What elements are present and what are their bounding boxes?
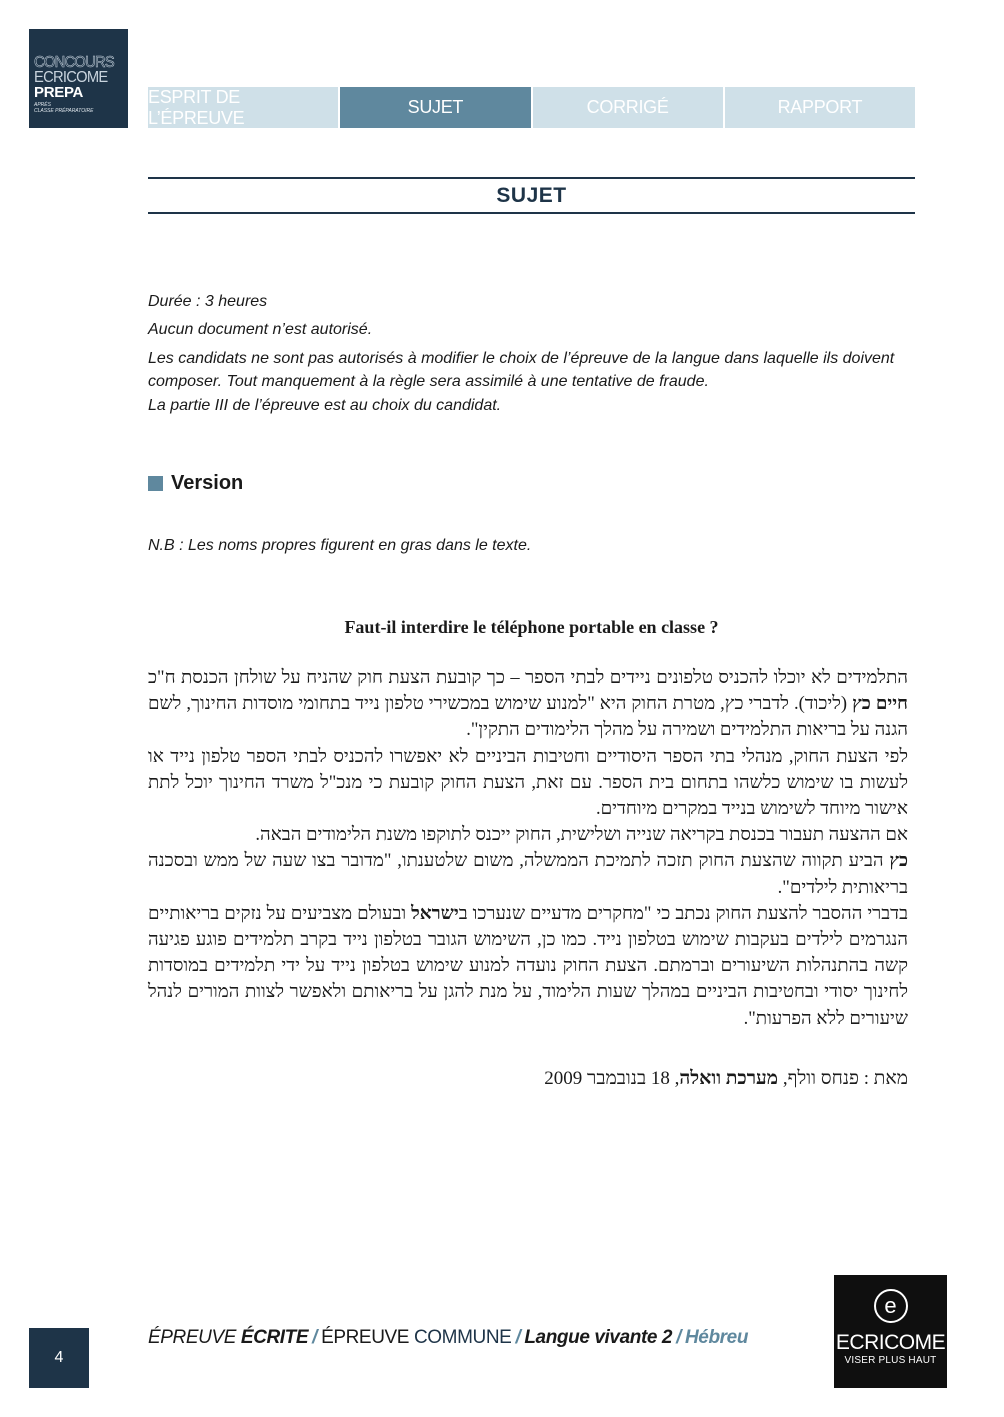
logo-tagline: VISER PLUS HAUT xyxy=(844,1355,937,1366)
article-text: הביע תקווה שהצעת החוק תזכה לתמיכת הממשלה, משום שלטענתו, "מדובר בצו שעה של ממש ובסכנה בריאותית לילדים". xyxy=(148,851,908,898)
article-paragraph xyxy=(148,848,908,900)
footer-language: Langue vivante 2 xyxy=(524,1327,673,1348)
source-date: , 18 בנובמבר 2009 xyxy=(544,1068,680,1089)
footer-separator: / xyxy=(312,1327,318,1348)
section-tabs xyxy=(148,87,915,128)
footer-exam-info xyxy=(148,1327,748,1349)
footer-commune: COMMUNE xyxy=(413,1327,512,1348)
article-paragraph: לפי הצעת החוק, מנהלי בתי הספר היסודיים וחטיבות הביניים לא יאפשרו להכניס לבתי הספר טלפון נייד או לעשות בו שימוש כלשהו בתחום בית הספר. עם זאת, הצעת החוק קובעת כי מנכ"ל משרד החינוך יוכל לתת אישור מיוחד לשימוש בנייד במקרים מיוחדים. xyxy=(148,746,908,820)
language-rule-text: Les candidats ne sont pas autorisés à modifier le choix de l’épreuve de la langue dans laquelle ils doivent composer. Tout manquement à la règle sera assimilé à une tentative de fraude. xyxy=(148,350,895,390)
article-paragraph: אם ההצעה תעבור בכנסת בקריאה שנייה ושלישית, החוק ייכנס לתוקפו משנת הלימודים הבאה. xyxy=(255,825,908,846)
footer-separator: / xyxy=(676,1327,681,1348)
footer-subject: Hébreu xyxy=(684,1327,749,1348)
footer-ecrite: ÉCRITE xyxy=(240,1327,309,1348)
nb-note: N.B : Les noms propres figurent en gras dans le texte. xyxy=(148,537,532,554)
logo-line-concours: CONCOURS xyxy=(34,54,114,71)
tab-esprit[interactable]: ESPRIT DE L’ÉPREUVE xyxy=(148,87,338,128)
version-label: Version xyxy=(171,472,244,494)
page-number: 4 xyxy=(29,1328,89,1388)
article-paragraph xyxy=(148,901,908,1032)
logo-line-classe: CLASSE PRÉPARATOIRE xyxy=(34,108,94,114)
footer-epreuve-1: ÉPREUVE xyxy=(148,1327,241,1348)
no-documents-text: Aucun document n’est autorisé. xyxy=(148,321,373,338)
tab-sujet[interactable]: SUJET xyxy=(340,87,530,128)
proper-noun: כץ xyxy=(889,851,908,872)
proper-noun: חיים כץ xyxy=(852,694,909,715)
logo-line-apres: APRÈS xyxy=(34,102,51,108)
ecricome-logo xyxy=(834,1275,947,1388)
square-bullet-icon xyxy=(148,476,163,491)
footer-separator: / xyxy=(515,1327,521,1348)
article-text: התלמידים לא יוכלו להכניס טלפונים ניידים לבתי הספר – כך קובעת הצעת חוק שהניח על שולחן הכנסת ח"כ xyxy=(148,668,908,688)
proper-noun: ישראל xyxy=(411,903,459,924)
article-text: (ליכוד). לדברי כץ, מטרת החוק היא "למנוע שימוש במכשירי טלפון נייד בתחומי מוסדות החינוך, לשם הגנה על בריאות התלמידים ושמירה על מהלך הלימודים התקין". xyxy=(148,694,908,741)
tab-corrige[interactable]: CORRIGÉ xyxy=(533,87,723,128)
article-text: ובעולם מצביעים על נזקים בריאותיים הנגרמים לילדים בעקבות שימוש בטלפון נייד. כמו כן, השימוש הגובר בטלפון נייד בקרב תלמידים פוגע פגיעה קשה בהתנהלות השיעורים וברמתם. הצעת החוק נועדה למנוע שימוש בטלפון נייד על ידי תלמידים במוסדות לחינוך יסודי ובחטיבות הביניים במהלך שעות הלימוד, על מנת להגן על בריאותם ולאפשר לצוות המורים לנהל שיעורים ללא הפרעות". xyxy=(148,903,908,1029)
article-paragraph xyxy=(148,665,908,744)
footer-epreuve-2: ÉPREUVE xyxy=(321,1327,414,1348)
logo-line-prepa: PREPA xyxy=(34,84,84,101)
tab-rapport[interactable]: RAPPORT xyxy=(725,87,915,128)
concours-logo xyxy=(29,29,128,128)
source-outlet: מערכת וואלה xyxy=(679,1068,779,1089)
logo-brand: ECRICOME xyxy=(835,1331,946,1354)
article-body xyxy=(148,665,908,1032)
ecricome-e-icon: e xyxy=(874,1289,908,1323)
duration-text: Durée : 3 heures xyxy=(148,293,268,310)
version-heading xyxy=(148,472,243,495)
article-source xyxy=(148,1068,908,1090)
source-author: מאת : פנחס וולף, xyxy=(778,1068,908,1089)
article-text: בדברי ההסבר להצעת החוק נכתב כי "מחקרים מדעיים שנערכו ב xyxy=(458,903,908,924)
article-title: Faut-il interdire le téléphone portable en classe ? xyxy=(344,617,719,637)
part-three-text: La partie III de l’épreuve est au choix du candidat. xyxy=(148,397,502,414)
logo-line-ecricome: ECRICOME xyxy=(34,69,108,86)
page-title: SUJET xyxy=(148,177,915,214)
